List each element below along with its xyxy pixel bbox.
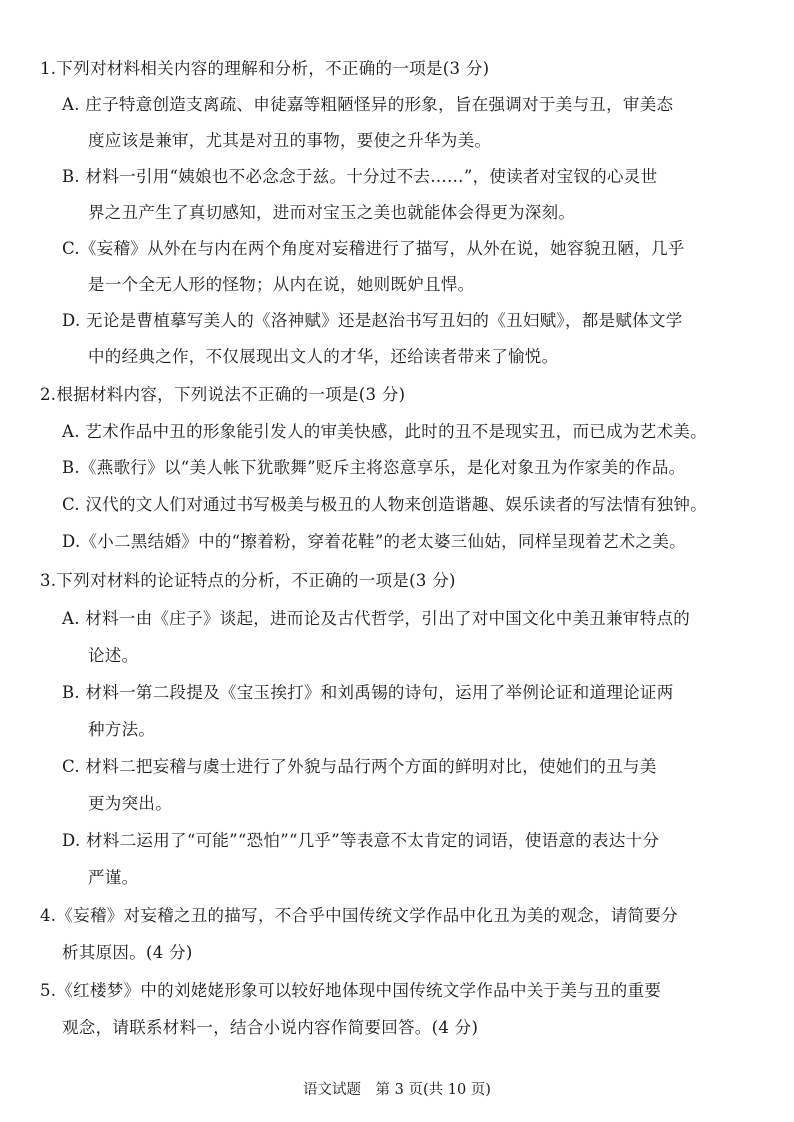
question-3-option-c-cont: 更为突出。 [88,794,172,813]
question-3-stem: 3.下列对材料的论证特点的分析，不正确的一项是(3 分) [40,571,456,590]
question-3-option-a-cont: 论述。 [88,646,139,665]
question-1-option-c: C.《妄稽》从外在与内在两个角度对妄稽进行了描写，从外在说，她容貌丑陋，几乎 [62,239,685,258]
question-1-option-b-cont: 界之丑产生了真切感知，进而对宝玉之美也就能体会得更为深刻。 [88,203,576,222]
question-2-option-c: C. 汉代的文人们对通过书写极美与极丑的人物来创造谐趣、娱乐读者的写法情有独钟。 [62,495,708,514]
question-2-option-a: A. 艺术作品中丑的形象能引发人的审美快感，此时的丑不是现实丑，而已成为艺术美。 [62,422,707,441]
question-3-option-d-cont: 严谨。 [88,868,139,887]
question-2-stem: 2.根据材料内容，下列说法不正确的一项是(3 分) [40,385,406,404]
question-2-option-b: B.《燕歌行》以“美人帐下犹歌舞”贬斥主将恣意享乐，是化对象丑为作家美的作品。 [62,458,686,477]
question-3-option-a: A. 材料一由《庄子》谈起，进而论及古代哲学，引出了对中国文化中美丑兼审特点的 [62,609,691,628]
question-2-option-d: D.《小二黑结婚》中的“擦着粉，穿着花鞋”的老太婆三仙姑，同样呈现着艺术之美。 [62,532,686,551]
question-3-option-b-cont: 种方法。 [88,720,156,739]
question-1-option-c-cont: 是一个全无人形的怪物；从内在说，她则既妒且悍。 [88,275,475,294]
question-4-stem: 4.《妄稽》对妄稽之丑的描写，不合乎中国传统文学作品中化丑为美的观念，请简要分 [40,906,678,925]
question-1-option-a: A. 庄子特意创造支离疏、申徒嘉等粗陋怪异的形象，旨在强调对于美与丑，审美态 [62,95,674,114]
question-3-option-d: D. 材料二运用了“可能”“恐怕”“几乎”等表意不太肯定的词语，使语意的表达十分 [62,831,660,850]
page-footer: 语文试题 第 3 页(共 10 页) [303,1082,491,1098]
question-3-option-b: B. 材料一第二段提及《宝玉挨打》和刘禹锡的诗句，运用了举例论证和道理论证两 [62,683,674,702]
question-1-stem: 1.下列对材料相关内容的理解和分析，不正确的一项是(3 分) [40,59,490,78]
question-3-option-c: C. 材料二把妄稽与虞士进行了外貌与品行两个方面的鲜明对比，使她们的丑与美 [62,757,657,776]
question-1-option-d-cont: 中的经典之作，不仅展现出文人的才华，还给读者带来了愉悦。 [88,347,559,366]
question-5-stem-cont: 观念，请联系材料一，结合小说内容作简要回答。(4 分) [62,1018,479,1037]
question-1-option-b: B. 材料一引用“姨娘也不必念念于兹。十分过不去……”，使读者对宝钗的心灵世 [62,167,658,186]
question-1-option-d: D. 无论是曹植摹写美人的《洛神赋》还是赵治书写丑妇的《丑妇赋》，都是赋体文学 [62,311,683,330]
question-5-stem: 5.《红楼梦》中的刘姥姥形象可以较好地体现中国传统文学作品中关于美与丑的重要 [40,981,662,1000]
question-4-stem-cont: 析其原因。(4 分) [62,943,193,962]
question-1-option-a-cont: 度应该是兼审，尤其是对丑的事物，要使之升华为美。 [88,131,492,150]
